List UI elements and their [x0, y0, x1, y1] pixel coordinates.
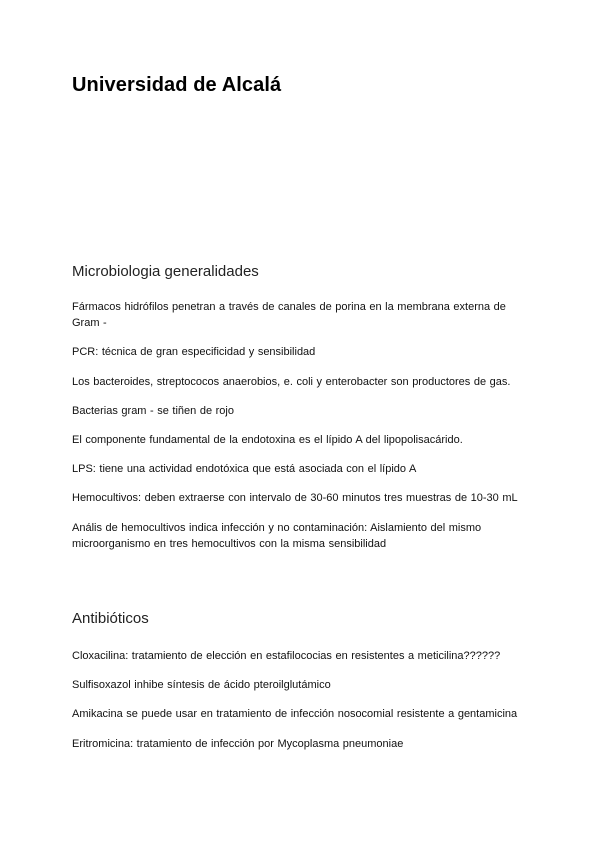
paragraph: El componente fundamental de la endotoxina es el lípido A del lipopolisacárido. — [72, 434, 463, 446]
section-heading-microbiologia: Microbiologia generalidades — [72, 263, 259, 280]
paragraph: Fármacos hidrófilos penetran a través de canales de porina en la membrana externa de Gram - — [72, 301, 506, 329]
paragraph: Los bacteroides, streptococos anaerobios, e. coli y enterobacter son productores de gas. — [72, 376, 511, 388]
paragraph: Sulfisoxazol inhibe síntesis de ácido pteroilglutámico — [72, 679, 331, 691]
paragraph: PCR: técnica de gran especificidad y sensibilidad — [72, 346, 316, 358]
paragraph: Cloxacilina: tratamiento de elección en estafilococias en resistentes a meticilina?????? — [72, 650, 501, 662]
paragraph: Anális de hemocultivos indica infección y no contaminación: Aislamiento del mismo microorganismo en tres hemocultivos con la misma sensibilidad — [72, 522, 482, 550]
paragraph: Bacterias gram - se tiñen de rojo — [72, 405, 234, 417]
paragraph: Eritromicina: tratamiento de infección por Mycoplasma pneumoniae — [72, 738, 404, 750]
section-heading-antibioticos: Antibióticos — [72, 610, 149, 627]
paragraph: Hemocultivos: deben extraerse con intervalo de 30-60 minutos tres muestras de 10-30 mL — [72, 492, 518, 504]
paragraph: LPS: tiene una actividad endotóxica que está asociada con el lípido A — [72, 463, 417, 475]
document-title: Universidad de Alcalá — [72, 74, 282, 96]
paragraph: Amikacina se puede usar en tratamiento de infección nosocomial resistente a gentamicina — [72, 708, 518, 720]
